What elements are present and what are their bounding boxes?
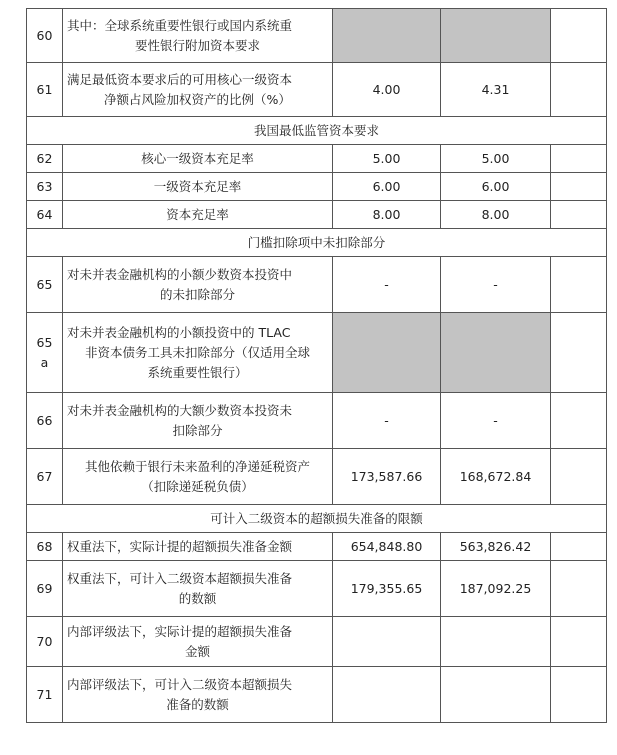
table-row xyxy=(27,617,607,667)
value-prior-period xyxy=(441,9,551,63)
row-number: 66 xyxy=(27,393,63,449)
item-description-line: 权重法下，可计入二级资本超额损失准备 xyxy=(67,570,293,586)
value-current-period: 5.00 xyxy=(333,145,441,173)
value-prior-period xyxy=(441,617,551,667)
item-description xyxy=(63,63,333,117)
row-number: 68 xyxy=(27,533,63,561)
row-number: 71 xyxy=(27,667,63,723)
value-prior-period: 168,672.84 xyxy=(441,449,551,505)
section-header-row xyxy=(27,229,607,257)
item-description-line: 要性银行附加资本要求 xyxy=(134,37,260,53)
reference-cell xyxy=(551,667,607,723)
value-prior-period: 4.31 xyxy=(441,63,551,117)
item-description-line: 的数额 xyxy=(178,590,217,606)
item-description xyxy=(63,313,333,393)
value-prior-period: 6.00 xyxy=(441,173,551,201)
row-number: 60 xyxy=(27,9,63,63)
table-row xyxy=(27,9,607,63)
item-description-line: 满足最低资本要求后的可用核心一级资本 xyxy=(67,71,293,87)
value-prior-period xyxy=(441,313,551,393)
value-prior-period: 563,826.42 xyxy=(441,533,551,561)
row-number: 62 xyxy=(27,145,63,173)
reference-cell xyxy=(551,561,607,617)
table-row xyxy=(27,173,607,201)
item-description xyxy=(63,201,333,229)
item-description xyxy=(63,667,333,723)
reference-cell xyxy=(551,617,607,667)
value-current-period xyxy=(333,667,441,723)
reference-cell xyxy=(551,9,607,63)
table-body xyxy=(27,9,607,723)
item-description xyxy=(63,617,333,667)
row-number: 70 xyxy=(27,617,63,667)
value-prior-period: - xyxy=(441,257,551,313)
value-current-period: 8.00 xyxy=(333,201,441,229)
value-current-period: - xyxy=(333,257,441,313)
reference-cell xyxy=(551,145,607,173)
table-row xyxy=(27,313,607,393)
value-prior-period: 8.00 xyxy=(441,201,551,229)
row-number: 69 xyxy=(27,561,63,617)
item-description xyxy=(63,561,333,617)
item-description-line: 权重法下，实际计提的超额损失准备金额 xyxy=(67,538,293,554)
item-description xyxy=(63,533,333,561)
item-description-line: 内部评级法下，可计入二级资本超额损失 xyxy=(67,676,293,692)
item-description-line: （扣除递延税负债） xyxy=(141,478,254,494)
item-description xyxy=(63,173,333,201)
table-row xyxy=(27,561,607,617)
value-current-period: 173,587.66 xyxy=(333,449,441,505)
row-number: 61 xyxy=(27,63,63,117)
row-number: 64 xyxy=(27,201,63,229)
reference-cell xyxy=(551,173,607,201)
reference-cell xyxy=(551,63,607,117)
item-description xyxy=(63,449,333,505)
table-row xyxy=(27,63,607,117)
item-description-line: 非资本债务工具未扣除部分（仅适用全球 xyxy=(84,344,310,360)
table-row xyxy=(27,257,607,313)
section-header-row xyxy=(27,117,607,145)
item-description-line: 其中：全球系统重要性银行或国内系统重 xyxy=(67,17,293,33)
value-current-period xyxy=(333,9,441,63)
item-description-line: 其他依赖于银行未来盈利的净递延税资产 xyxy=(84,458,310,474)
section-title: 我国最低监管资本要求 xyxy=(27,117,607,145)
item-description-line: 系统重要性银行） xyxy=(147,364,248,380)
value-current-period xyxy=(333,617,441,667)
table-row xyxy=(27,145,607,173)
value-current-period: - xyxy=(333,393,441,449)
item-description-line: 核心一级资本充足率 xyxy=(141,150,254,166)
section-title: 可计入二级资本的超额损失准备的限额 xyxy=(27,505,607,533)
row-number: 65 a xyxy=(27,313,63,393)
table-row xyxy=(27,201,607,229)
value-current-period: 6.00 xyxy=(333,173,441,201)
value-current-period xyxy=(333,313,441,393)
table-row xyxy=(27,533,607,561)
item-description-line: 净额占风险加权资产的比例（%） xyxy=(104,91,291,107)
item-description-line: 对未并表金融机构的小额少数资本投资中 xyxy=(67,266,293,282)
value-prior-period: 187,092.25 xyxy=(441,561,551,617)
item-description xyxy=(63,9,333,63)
value-current-period: 179,355.65 xyxy=(333,561,441,617)
value-prior-period: - xyxy=(441,393,551,449)
table-row xyxy=(27,393,607,449)
reference-cell xyxy=(551,201,607,229)
reference-cell xyxy=(551,313,607,393)
reference-cell xyxy=(551,449,607,505)
value-current-period: 654,848.80 xyxy=(333,533,441,561)
value-current-period: 4.00 xyxy=(333,63,441,117)
row-number: 65 xyxy=(27,257,63,313)
item-description-line: 对未并表金融机构的小额投资中的 TLAC xyxy=(67,324,291,340)
item-description-line: 内部评级法下，实际计提的超额损失准备 xyxy=(67,623,293,639)
item-description-line: 资本充足率 xyxy=(166,206,229,222)
value-prior-period: 5.00 xyxy=(441,145,551,173)
row-number: 63 xyxy=(27,173,63,201)
item-description-line: 一级资本充足率 xyxy=(153,178,242,194)
item-description xyxy=(63,145,333,173)
reference-cell xyxy=(551,393,607,449)
item-description-line: 金额 xyxy=(184,643,210,659)
reference-cell xyxy=(551,533,607,561)
item-description xyxy=(63,257,333,313)
table-row xyxy=(27,449,607,505)
capital-requirements-table xyxy=(26,8,607,723)
item-description-line: 准备的数额 xyxy=(166,696,229,712)
item-description-line: 对未并表金融机构的大额少数资本投资未 xyxy=(67,402,293,418)
section-header-row xyxy=(27,505,607,533)
reference-cell xyxy=(551,257,607,313)
item-description-line: 扣除部分 xyxy=(172,422,223,438)
row-number: 67 xyxy=(27,449,63,505)
table-row xyxy=(27,667,607,723)
item-description xyxy=(63,393,333,449)
value-prior-period xyxy=(441,667,551,723)
item-description-line: 的未扣除部分 xyxy=(159,286,235,302)
section-title: 门槛扣除项中未扣除部分 xyxy=(27,229,607,257)
